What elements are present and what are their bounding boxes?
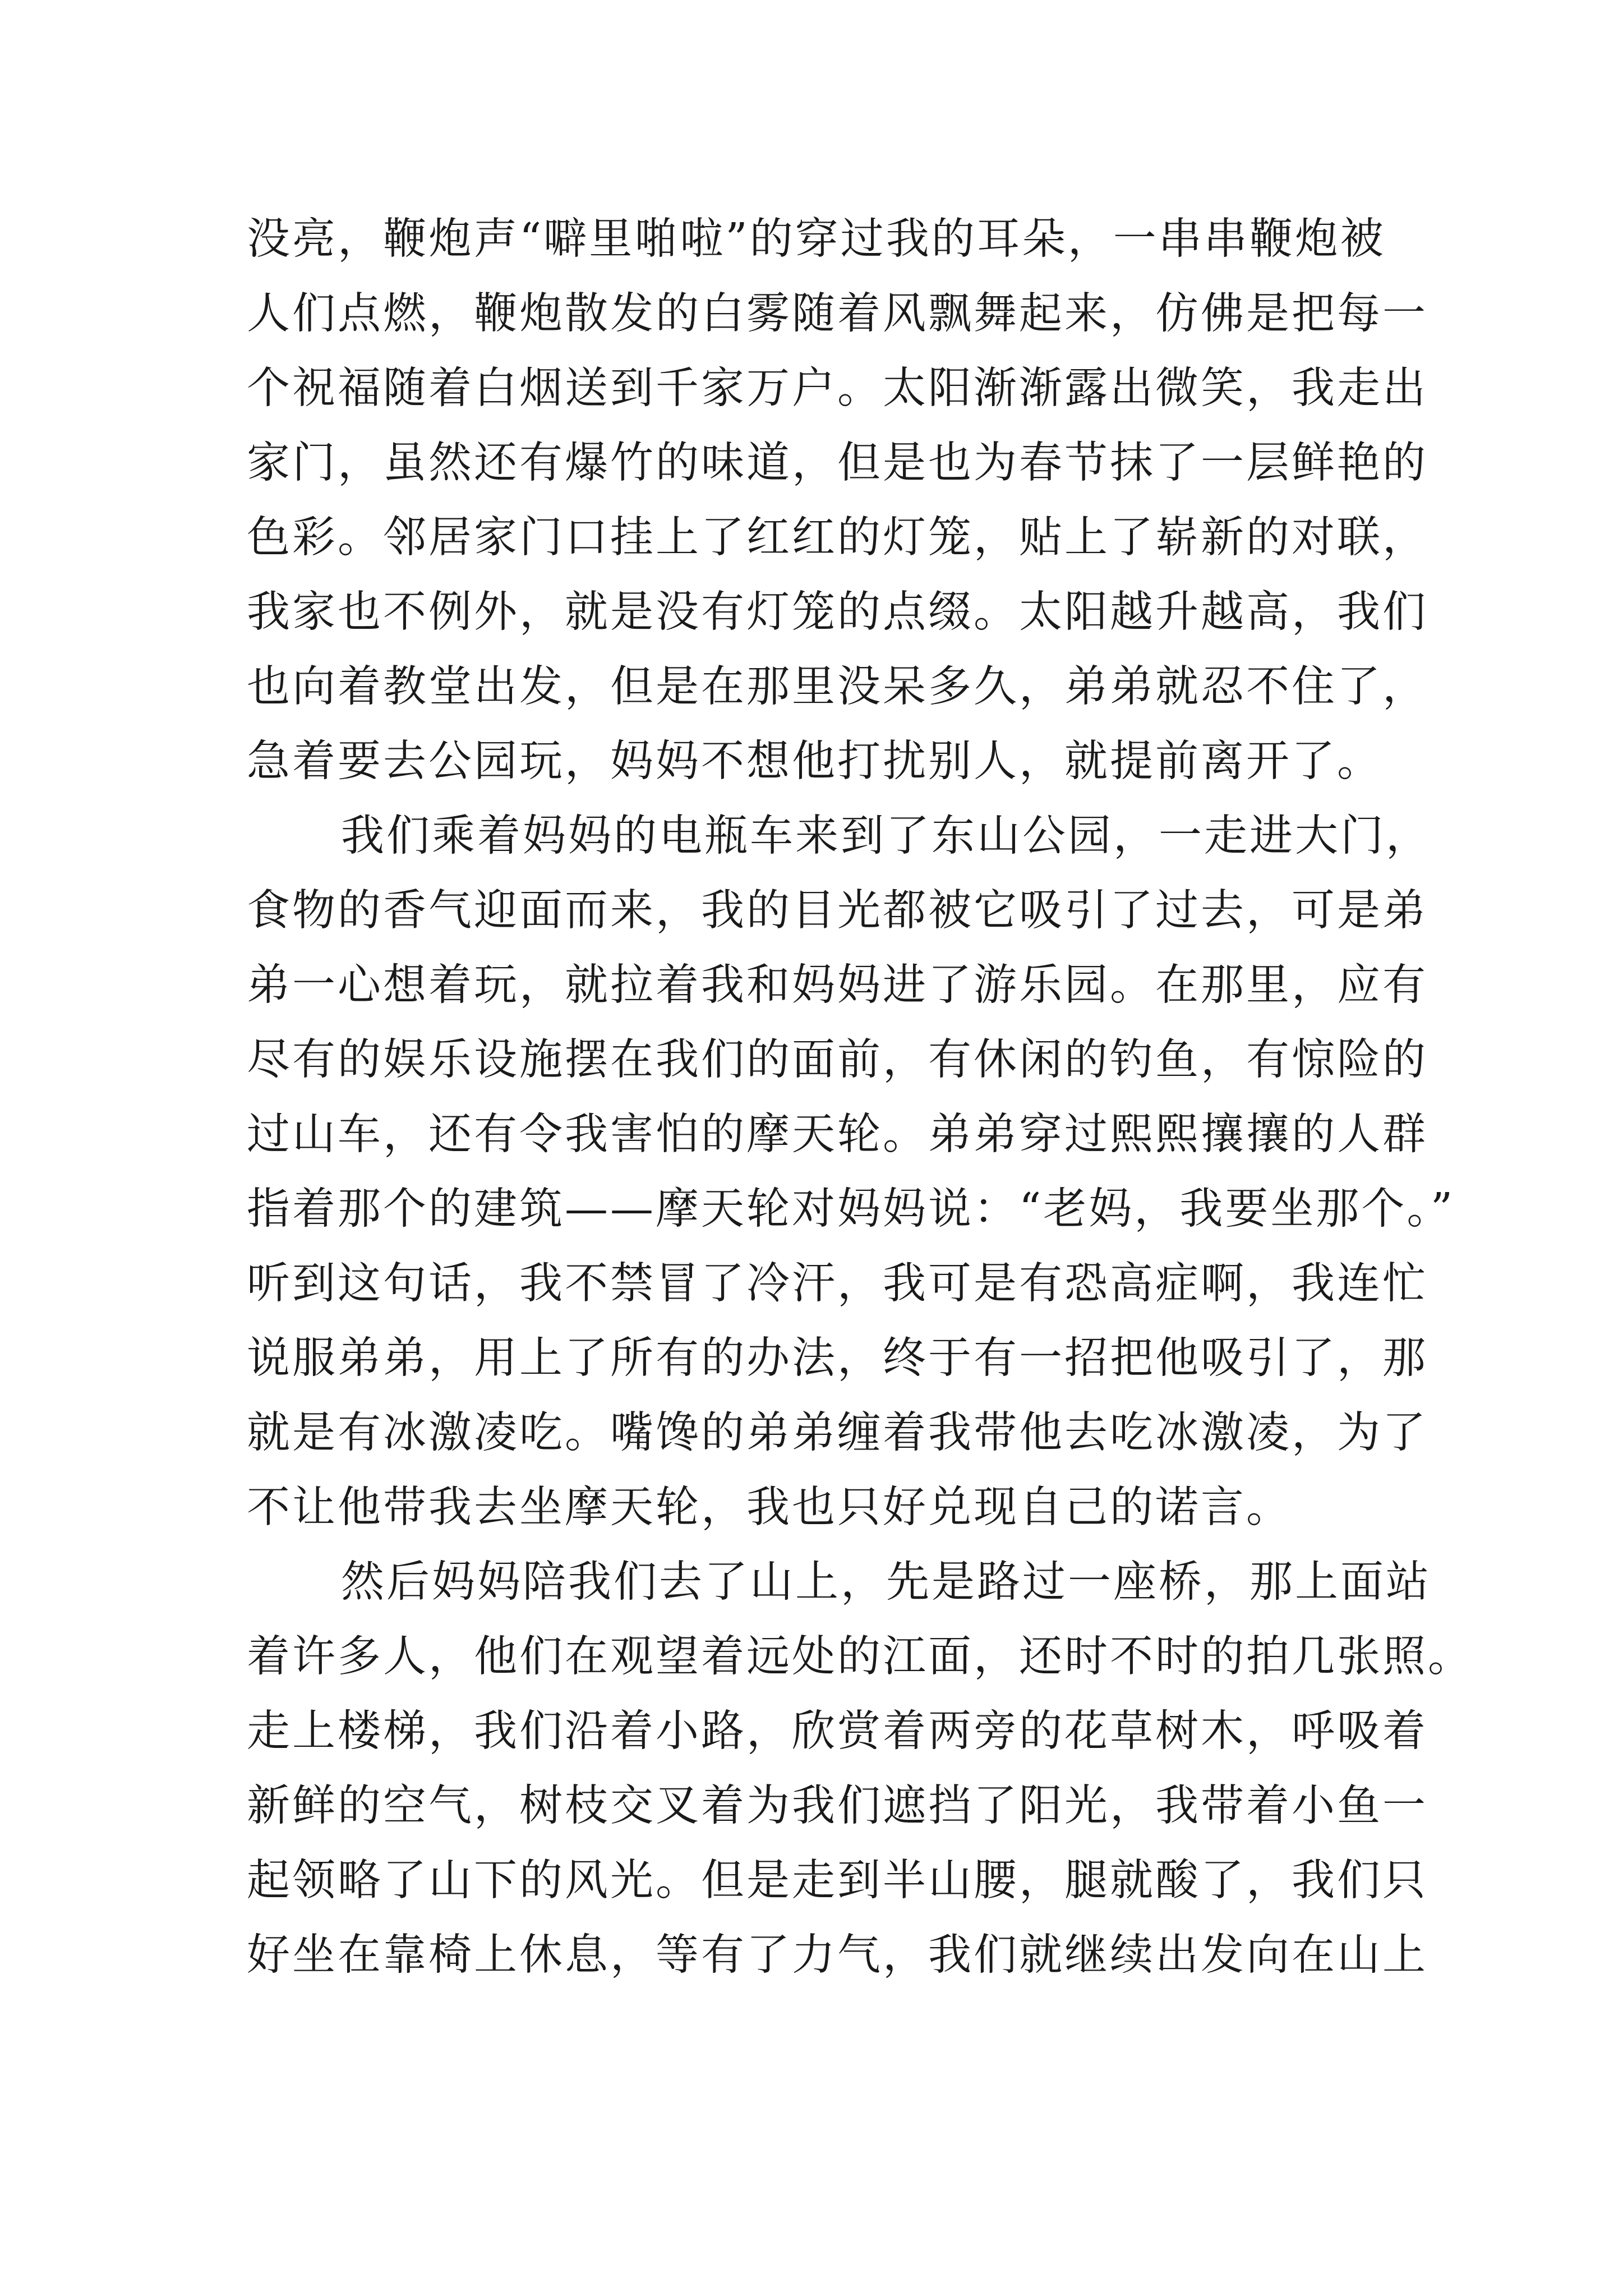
text-line: 尽有的娱乐设施摆在我们的面前，有休闲的钓鱼，有惊险的 <box>247 1035 1428 1085</box>
text-line: 色彩。邻居家门口挂上了红红的灯笼，贴上了崭新的对联， <box>247 513 1428 563</box>
text-line: 指着那个的建筑——摩天轮对妈妈说：“老妈，我要坐那个。” <box>247 1184 1455 1234</box>
text-line: 就是有冰激凌吃。嘴馋的弟弟缠着我带他去吃冰激凌，为了 <box>247 1408 1428 1458</box>
text-line: 人们点燃，鞭炮散发的白雾随着风飘舞起来，仿佛是把每一 <box>247 289 1428 339</box>
text-line: 急着要去公园玩，妈妈不想他打扰别人，就提前离开了。 <box>247 737 1382 786</box>
text-line: 个祝福随着白烟送到千家万户。太阳渐渐露出微笑，我走出 <box>247 364 1428 413</box>
text-line: 好坐在靠椅上休息，等有了力气，我们就继续出发向在山上 <box>247 1930 1428 1980</box>
text-line: 然后妈妈陪我们去了山上，先是路过一座桥，那上面站 <box>341 1557 1431 1607</box>
text-line: 家门，虽然还有爆竹的味道，但是也为春节抹了一层鲜艳的 <box>247 438 1428 488</box>
text-line: 没亮，鞭炮声“噼里啪啦”的穿过我的耳朵，一串串鞭炮被 <box>247 214 1386 264</box>
text-line: 我家也不例外，就是没有灯笼的点缀。太阳越升越高，我们 <box>247 587 1428 637</box>
text-line: 我们乘着妈妈的电瓶车来到了东山公园，一走进大门， <box>341 811 1431 861</box>
text-line: 也向着教堂出发，但是在那里没呆多久，弟弟就忍不住了， <box>247 662 1428 712</box>
text-line: 听到这句话，我不禁冒了冷汗，我可是有恐高症啊，我连忙 <box>247 1259 1428 1309</box>
text-line: 着许多人，他们在观望着远处的江面，还时不时的拍几张照。 <box>247 1632 1473 1682</box>
body-text <box>247 202 1473 1993</box>
text-line: 不让他带我去坐摩天轮，我也只好兑现自己的诺言。 <box>247 1483 1292 1533</box>
text-line: 走上楼梯，我们沿着小路，欣赏着两旁的花草树木，呼吸着 <box>247 1706 1428 1756</box>
text-line: 食物的香气迎面而来，我的目光都被它吸引了过去，可是弟 <box>247 886 1428 936</box>
text-line: 起领略了山下的风光。但是走到半山腰，腿就酸了，我们只 <box>247 1856 1428 1906</box>
text-line: 过山车，还有令我害怕的摩天轮。弟弟穿过熙熙攘攘的人群 <box>247 1110 1428 1159</box>
text-line: 新鲜的空气，树枝交叉着为我们遮挡了阳光，我带着小鱼一 <box>247 1781 1428 1831</box>
text-line: 说服弟弟，用上了所有的办法，终于有一招把他吸引了，那 <box>247 1333 1428 1383</box>
text-line: 弟一心想着玩，就拉着我和妈妈进了游乐园。在那里，应有 <box>247 960 1428 1010</box>
